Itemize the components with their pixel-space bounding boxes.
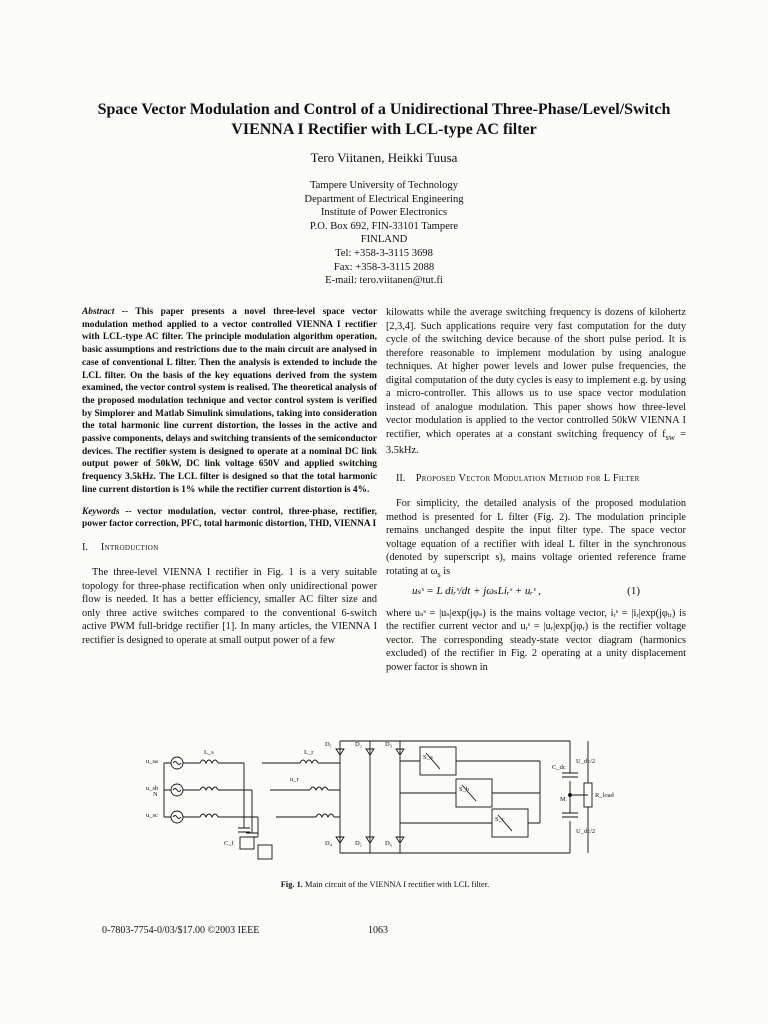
label-usb: u_sb (146, 785, 159, 792)
continuation-paragraph (386, 306, 686, 458)
label-ur: u_r (290, 776, 299, 783)
equation-number: (1) (627, 585, 640, 598)
equation-1 (386, 585, 686, 599)
section-number: I. (82, 541, 89, 553)
label-d3: D₃ (385, 741, 392, 748)
introduction-paragraph: The three-level VIENNA I rectifier in Fig. 1 is a very suitable topology for three-phase rectification when only unidirectional power flow is needed. It has a better efficiency, smaller AC filter size and only three active switches compared to the conventional 6-switch active PWM full-bridge rectifier [1]. In many articles, the VIENNA I rectifier is designed to operate at small output power of a few (82, 567, 377, 646)
page-number: 1063 (368, 925, 388, 936)
section-heading-modulation (386, 472, 686, 486)
right-column (386, 306, 686, 674)
switch-cell-b (456, 779, 492, 807)
label-neutral: N (153, 791, 158, 798)
figure-1-caption (140, 880, 630, 889)
title-line-2: VIENNA I Rectifier with LCL-type AC filter (231, 121, 537, 138)
inductor-ls-b (200, 787, 218, 790)
label-d1: D₁ (325, 741, 332, 748)
affiliation-line: Tampere University of Technology (309, 180, 459, 191)
abstract-lead: Abstract (82, 307, 115, 317)
inductor-ls-a (200, 760, 218, 763)
section-number: II. (396, 472, 406, 484)
label-d2: D₂ (355, 741, 362, 748)
inductor-ls-c (200, 814, 218, 817)
figure-1-circuit (140, 733, 630, 875)
label-usa: u_sa (146, 758, 158, 765)
affiliation-line: Department of Electrical Engineering (304, 193, 464, 205)
label-sc: S_c (495, 816, 505, 823)
continuation-end: = 3.5kHz. (386, 428, 686, 457)
label-usc: u_sc (146, 812, 158, 819)
title-line-1: Space Vector Modulation and Control of a Unidirectional Three-Phase/Level/Switch (97, 101, 671, 118)
section2-text-end: is (440, 565, 451, 577)
label-udc-lower: U_dc/2 (576, 828, 596, 835)
continuation-text: kilowatts while the average switching frequency is dozens of kilohertz [2,3,4]. Such applications require very fast computation for the duty cycle of the switching device because of the short pulse period. It is therefore reasonable to implement modulation by using analogue techniques. At higher power levels and lower pulse frequencies, the digital computation of the duty cycles is easy to implement e.g. by using a micro-controller. This allows us to use space vector modulation instead of analogue modulation. This paper shows how three-level vector modulation is applied to the vector controlled 50kW VIENNA I rectifier, which operates at a constant switching frequency of f (386, 307, 686, 440)
affiliation-block (220, 179, 548, 288)
label-lr: L_r (304, 749, 314, 756)
section-title: Introduction (100, 541, 159, 553)
label-ls: L_s (204, 749, 214, 756)
caption-text: Main circuit of the VIENNA I rectifier with LCL filter. (302, 880, 490, 889)
filter-branch-wires (244, 763, 258, 837)
authors: Tero Viitanen, Heikki Tuusa (310, 150, 458, 165)
section2-paragraph: For simplicity, the detailed analysis of the proposed modulation method is presented for L filter (Fig. 2). The modulation principle remains unchanged despite the input filter type. The space vector voltage equation of a rectifier with ideal L filter in the synchronous (denoted by superscript s), mains voltage oriented reference frame rotating at $\omega_s$ is (386, 498, 686, 579)
affiliation-line: Fax: +358-3-3115 2088 (333, 261, 435, 273)
affiliation-line: Tel: +358-3-3115 3698 (335, 247, 433, 259)
label-sb: S_b (459, 786, 470, 793)
label-midpoint: M (560, 796, 566, 803)
inductor-lr-c (316, 814, 334, 817)
switch-cell-c (492, 809, 528, 837)
switch-cell-a (420, 747, 456, 775)
inductor-lr-b (310, 787, 328, 790)
equation-body: uₛˢ = L diᵣˢ/dt + jωₛLiᵣˢ + uᵣˢ , (412, 585, 541, 598)
after-equation-paragraph: where uₛˢ = |uₛ|exp(jφₛ) is the mains voltage vector, iᵣˢ = |iᵣ|exp(jφᵢᵣ) is the rectifier current vector and uᵣˢ = |uᵣ|exp(jφᵣ) is the rectifier voltage vector. The corresponding steady-state vector diagram (harmonics excluded) of the rectifier in Fig. 2 operating at a unity displacement power factor is shown in (386, 607, 686, 673)
label-cf: C_f (224, 840, 234, 847)
label-d4: D₄ (325, 840, 332, 847)
affiliation-line: FINLAND (360, 234, 408, 246)
circuit-diagram (140, 733, 630, 875)
capacitor-cf-box (240, 837, 254, 849)
label-d6: D₆ (385, 840, 392, 847)
email-line: E-mail: tero.viitanen@tut.fi (325, 275, 443, 287)
continuation-subscript: sw (665, 431, 676, 442)
label-udc-upper: U_dc/2 (576, 758, 596, 765)
label-sa: S_a (423, 754, 433, 761)
left-column (82, 306, 377, 647)
section-title: Proposed Vector Modulation Method for L Filter (415, 472, 640, 484)
voltage-source-c (171, 811, 183, 823)
footer-copyright: 0-7803-7754-0/03/$17.00 ©2003 IEEE (102, 925, 260, 936)
abstract (82, 306, 377, 497)
voltage-source-a (171, 757, 183, 769)
voltage-source-b (171, 784, 183, 796)
paper-title (60, 100, 708, 140)
switch-connections (400, 761, 492, 823)
keywords (82, 506, 377, 531)
keywords-text: -- vector modulation, vector control, three-phase, rectifier, power factor correction, PFC, total harmonic distortion, THD, VIENNA I (82, 506, 377, 530)
bridge-frame (340, 741, 400, 853)
label-cdc: C_dc (552, 764, 566, 771)
affiliation-line: Institute of Power Electronics (320, 207, 448, 219)
keywords-lead: Keywords (82, 506, 120, 517)
filter-capacitor-plates (238, 828, 258, 837)
affiliation-line: P.O. Box 692, FIN-33101 Tampere (309, 220, 459, 232)
abstract-text: -- This paper presents a novel three-level space vector modulation method applied to a vector controlled VIENNA I rectifier with LCL-type AC filter. The principle modulation algorithm operation, basic assumptions and restrictions due to the main circuit are analysed in case of conventional L filter. Then the analysis is extended to include the LCL filter. On the basis of the key equations derived from the system examined, the vector control system is realised. The theoretical analysis of the proposed modulation technique and vector control system is verified by Simplorer and Matlab Simulink simulations, taking into consideration the total harmonic line current distortion, the losses in the active and passive components, delays and switching transients of the semiconductor devices. The rectifier system is designed to operate at a nominal DC link output power of 50kW, DC link voltage 650V and applied switching frequency 3.5kHz. The LCL filter is designed so that the total harmonic line current distortion is 1% while the rectifier current distortion is 4%. (82, 307, 377, 495)
section-heading-introduction (82, 541, 377, 555)
midpoint-node (569, 794, 572, 797)
caption-label: Fig. 1. (280, 880, 303, 889)
section2-text: For simplicity, the detailed analysis of the proposed modulation method is presented for L filter (Fig. 2). The modulation principle remains unchanged despite the input filter type. The space vector voltage equation of a rectifier with ideal L filter in the synchronous (denoted by superscript s), mains voltage oriented reference frame rotating at ω (386, 498, 686, 577)
capacitor-cf-box-2 (258, 845, 272, 859)
neutral-wire (164, 763, 171, 817)
label-d5: D₅ (355, 840, 362, 847)
label-rload: R_load (595, 792, 614, 799)
inductor-lr-a (300, 760, 318, 763)
